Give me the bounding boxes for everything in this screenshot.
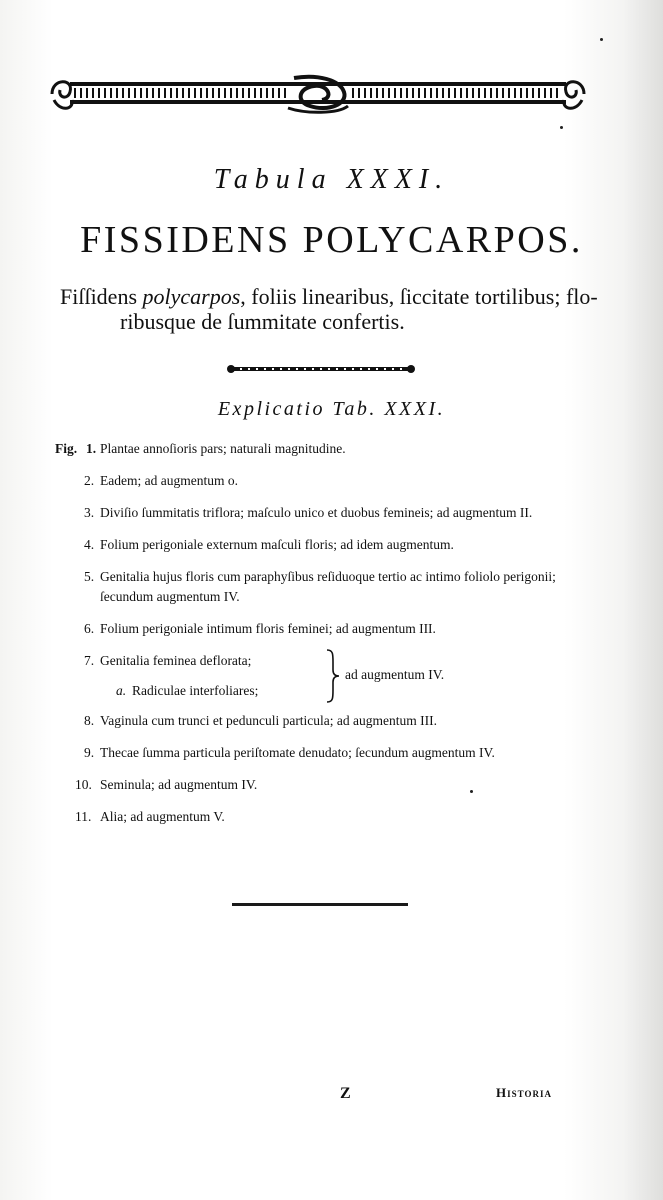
fig-sub-label: a. [116, 683, 127, 698]
ink-speck [560, 126, 563, 129]
fig-text: Genitalia feminea deflorata; [100, 653, 252, 668]
ink-speck [600, 38, 603, 41]
fig-text-continued: ſecundum augmentum IV. [100, 589, 240, 604]
fig-prefix: Fig. [55, 441, 78, 456]
fig-text: Diviſio ſummitatis triflora; maſculo unico et duobus femineis; ad augmentum II. [100, 505, 533, 520]
explicatio-heading: Explicatio Tab. XXXI. [217, 398, 446, 420]
ornamental-divider [226, 364, 416, 374]
signature-mark: Z [340, 1085, 351, 1102]
description-start: Fiſſidens [60, 284, 143, 309]
ornament-band-icon [48, 70, 588, 116]
fig-number: 5. [84, 569, 95, 584]
fig-number: 10. [75, 777, 92, 792]
description-italic: polycarpos [142, 284, 241, 309]
fig-number: 11. [75, 809, 92, 824]
description-line2: ribusque de ſummitate confertis. [120, 309, 405, 334]
fig-text: Eadem; ad augmentum o. [100, 473, 238, 488]
fig-text: Folium perigoniale intimum floris feminei; ad augmentum III. [100, 621, 436, 636]
fig-number: 2. [84, 473, 95, 488]
fig-number: 6. [84, 621, 95, 636]
fig-text: Alia; ad augmentum V. [100, 809, 225, 824]
description-line1-rest: , foliis linearibus, ſiccitate tortilibus; flo- [240, 284, 598, 309]
fig-text: Vaginula cum trunci et pedunculi particula; ad augmentum III. [100, 713, 438, 728]
fig-text: Plantae annoſioris pars; naturali magnitudine. [100, 441, 346, 456]
fig-number: 7. [84, 653, 95, 668]
fig-brace-text: ad augmentum IV. [345, 667, 445, 682]
fig-number: 8. [84, 713, 95, 728]
catchword: Historia [496, 1085, 552, 1100]
brace-icon [325, 648, 341, 708]
table-number-title: Tabula XXXI. [213, 164, 450, 195]
fig-text: Folium perigoniale externum maſculi floris; ad idem augmentum. [100, 537, 454, 552]
fig-text: Thecae ſumma particula periſtomate denudato; ſecundum augmentum IV. [100, 745, 495, 760]
species-description [60, 284, 620, 334]
species-title: FISSIDENS POLYCARPOS. [80, 219, 583, 261]
closing-rule [232, 903, 408, 906]
fig-number: 1. [86, 441, 97, 456]
divider-ornament-icon [226, 364, 416, 374]
fig-number: 4. [84, 537, 95, 552]
fig-number: 9. [84, 745, 95, 760]
ink-speck [470, 790, 473, 793]
fig-text: Genitalia hujus floris cum paraphyſibus reſiduoque tertio ac intimo foliolo perigonii; [100, 569, 556, 584]
fig-text: Seminula; ad augmentum IV. [100, 777, 258, 792]
ornamental-header-band [48, 70, 588, 116]
fig-sub-text: Radiculae interfoliares; [132, 683, 259, 698]
fig-number: 3. [84, 505, 95, 520]
